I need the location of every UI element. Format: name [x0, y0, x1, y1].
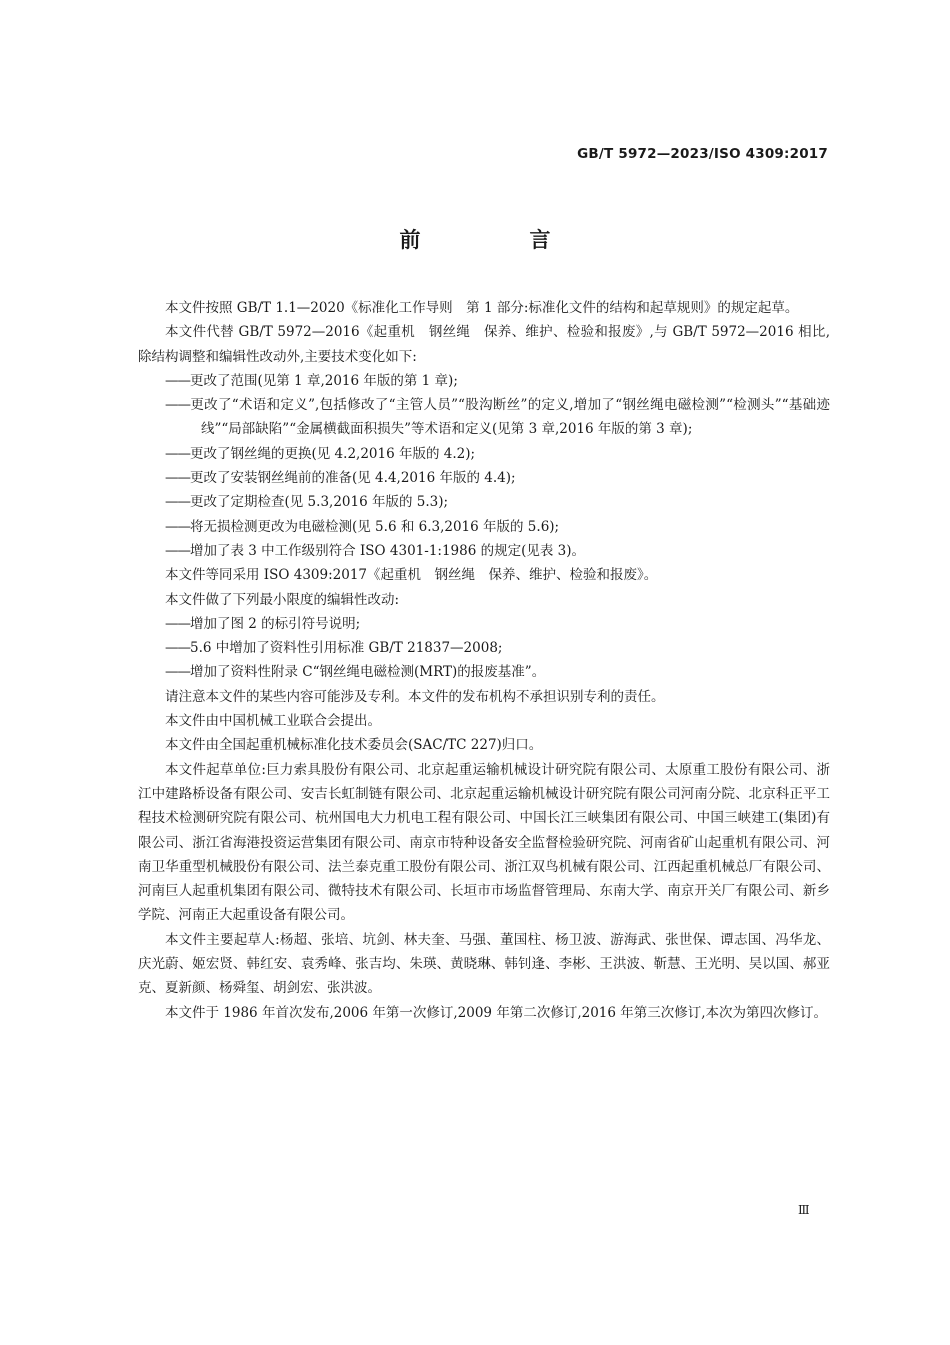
- paragraph-drafting-units: 本文件起草单位:巨力索具股份有限公司、北京起重运输机械设计研究院有限公司、太原重工股份有限公司、浙江中建路桥设备有限公司、安吉长虹制链有限公司、北京起重运输机械设计研究院有限公司河南分院、北京科正平工程技术检测研究院有限公司、杭州国电大力机电工程有限公司、中国长江三峡集团有限公司、中国三峡建工(集团)有限公司、浙江省海港投资运营集团有限公司、南京市特种设备安全监督检验研究院、河南省矿山起重机有限公司、河南卫华重型机械股份有限公司、法兰泰克重工股份有限公司、浙江双鸟机械有限公司、江西起重机械总厂有限公司、河南巨人起重机集团有限公司、微特技术有限公司、长垣市市场监督管理局、东南大学、南京开关厂有限公司、新乡学院、河南正大起重设备有限公司。: [138, 761, 830, 924]
- paragraph-patent-notice: 请注意本文件的某些内容可能涉及专利。本文件的发布机构不承担识别专利的责任。: [165, 688, 665, 705]
- list-item: —— 更改了范围(见第 1 章,2016 年版的第 1 章);: [138, 369, 830, 393]
- list-item: —— 增加了资料性附录 C“钢丝绳电磁检测(MRT)的报废基准”。: [138, 660, 830, 684]
- paragraph-replaces: 本文件代替 GB/T 5972—2016《起重机 钢丝绳 保养、维护、检验和报废》,与 GB/T 5972—2016 相比,除结构调整和编辑性改动外,主要技术变化如下:: [138, 324, 830, 365]
- list-item: —— 更改了定期检查(见 5.3,2016 年版的 5.3);: [138, 490, 830, 514]
- paragraph-centralized-by: 本文件由全国起重机械标准化技术委员会(SAC/TC 227)归口。: [165, 737, 543, 754]
- list-item: —— 5.6 中增加了资料性引用标准 GB/T 21837—2008;: [138, 636, 830, 660]
- list-item: —— 将无损检测更改为电磁检测(见 5.6 和 6.3,2016 年版的 5.6);: [138, 515, 830, 539]
- list-item: —— 更改了安装钢丝绳前的准备(见 4.4,2016 年版的 4.4);: [138, 466, 830, 490]
- list-item: —— 增加了表 3 中工作级别符合 ISO 4301-1:1986 的规定(见表 3)。: [138, 539, 830, 563]
- paragraph-drafters: 本文件主要起草人:杨超、张培、坑剑、林夫奎、马强、董国柱、杨卫波、游海武、张世保、谭志国、冯华龙、庆光蔚、姬宏贤、韩红安、袁秀峰、张吉均、朱瑛、黄晓琳、韩钊逢、李彬、王洪波、靳慧、王光明、吴以国、郝亚克、夏新颜、杨舜玺、胡剑宏、张洪波。: [138, 931, 830, 997]
- paragraph-drafting-rules: 本文件按照 GB/T 1.1—2020《标准化工作导则 第 1 部分:标准化文件的结构和起草规则》的规定起草。: [165, 300, 799, 316]
- paragraph-history: 本文件于 1986 年首次发布,2006 年第一次修订,2009 年第二次修订,2016 年第三次修订,本次为第四次修订。: [165, 1004, 828, 1021]
- page-number: Ⅲ: [798, 1203, 810, 1217]
- list-item: —— 增加了图 2 的标引符号说明;: [138, 612, 830, 636]
- list-item: —— 更改了“术语和定义”,包括修改了“主管人员”“股沟断丝”的定义,增加了“钢丝绳电磁检测”“检测头”“基础迹线”“局部缺陷”“金属横截面积损失”等术语和定义(见第 3 章,2016 年版的第 3 章);: [138, 393, 830, 442]
- paragraph-proposed-by: 本文件由中国机械工业联合会提出。: [165, 713, 381, 730]
- page-title: 前 言: [399, 228, 595, 252]
- paragraph-adoption: 本文件等同采用 ISO 4309:2017《起重机 钢丝绳 保养、维护、检验和报废》。: [165, 567, 658, 584]
- standard-code: GB/T 5972—2023/ISO 4309:2017: [577, 146, 828, 162]
- editorial-changes-list: [138, 612, 830, 685]
- list-item: —— 更改了钢丝绳的更换(见 4.2,2016 年版的 4.2);: [138, 442, 830, 466]
- foreword-body: [138, 296, 830, 1025]
- technical-changes-list: [138, 369, 830, 563]
- paragraph-editorial-intro: 本文件做了下列最小限度的编辑性改动:: [165, 591, 400, 608]
